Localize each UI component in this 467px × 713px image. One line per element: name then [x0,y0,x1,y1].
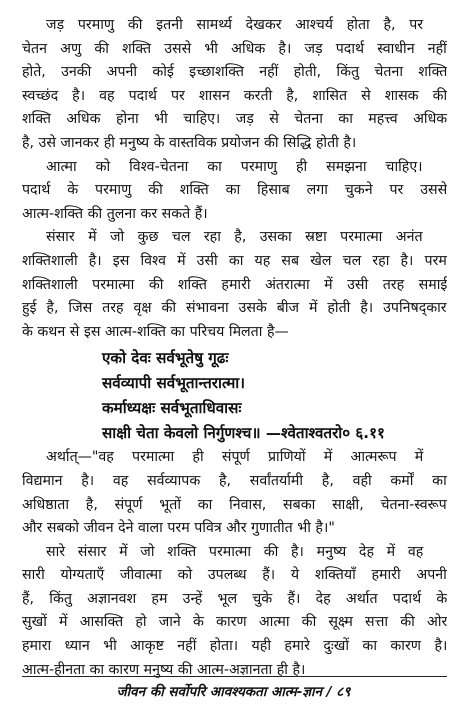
body-text-top [22,14,447,344]
text-line: के कथन से इस आत्म-शक्ति का परिचय मिलता है— [22,323,289,340]
text-line: और सबको जीवन देने वाला परम पवित्र और गुणातीत भी है।" [22,520,335,537]
text-line: संसार में जो कुछ चल रहा है, उसका स्रष्टा परमात्मा अनंत [46,229,423,246]
text-line: आत्म-शक्ति की तुलना कर सकते हैं। [22,205,208,222]
text-line: सारी योग्यताएँ जीवात्मा को उपलब्ध हैं। ये शक्तियाँ हमारी अपनी [22,567,447,584]
paragraph [22,156,447,227]
body-text-bottom [22,446,447,682]
text-line: हमारा ध्यान भी आकृष्ट नहीं होता। यही हमारे दुःखों का कारण है। [22,638,447,655]
text-line: स्वच्छंद है। वह पदार्थ पर शासन करती है, शासित से शासक की [22,87,447,104]
footer-rule [22,676,447,677]
text-line: आत्म-हीनता का कारण मनुष्य की आत्म-अज्ञानता ही है। [22,661,306,678]
text-line: अर्थात्—"वह परमात्मा ही संपूर्ण प्राणियों में आत्मरूप में [46,449,424,466]
verse-line: साक्षी चेता केवलो निर्गुणश्च॥ —श्वेताश्वतरो० ६.११ [102,424,385,443]
text-line: पदार्थ के परमाणु की शक्ति का हिसाब लगा चुकने पर उससे [22,182,447,199]
text-line: आत्मा को विश्व-चेतना का परमाणु ही समझना चाहिए। [46,158,423,175]
text-line: अधिष्ठाता है, संपूर्ण भूतों का निवास, सबका साक्षी, चेतना-स्वरूप [22,496,447,513]
text-line: जड़ परमाणु की इतनी सामर्थ्य देखकर आश्चर्य होता है, पर [46,17,424,33]
text-line: शक्तिशाली परमात्मा की शक्ति हमारी अंतरात्मा में उसी तरह समाई [22,276,447,293]
text-line: हुई है, जिस तरह वृक्ष की संभावना उसके बीज में होती है। उपनिषद्कार [22,300,447,317]
text-line: चेतन अणु की शक्ति उससे भी अधिक है। जड़ पदार्थ स्वाधीन नहीं [22,40,447,57]
text-line: विद्यमान है। वह सर्वव्यापक है, सर्वांतर्यामी है, वही कर्मों का [22,472,447,489]
text-line: होते, उनकी अपनी कोई इच्छाशक्ति नहीं होती, किंतु चेतना शक्ति [22,64,447,81]
text-line: शक्ति अधिक होना भी चाहिए। जड़ से चेतना का महत्त्व अधिक [22,111,447,128]
text-line: शक्तिशाली है। इस विश्व में उसी का यह सब खेल चल रहा है। परम [22,252,447,269]
verse-line: एको देवः सर्वभूतेषु गूढः [102,349,229,368]
running-footer: जीवन की सर्वोपरि आवश्यकता आत्म-ज्ञान / ८९ [116,684,351,700]
text-line: सारे संसार में जो शक्ति परमात्मा की है। मनुष्य देह में वह [46,543,424,560]
paragraph [22,14,447,156]
sanskrit-verse [22,346,447,446]
paragraph [22,541,447,683]
paragraph [22,446,447,540]
text-line: है, उसे जानकर ही मनुष्य के वास्तविक प्रयोजन की सिद्धि होती है। [22,134,357,151]
text-line: हैं, किंतु अज्ञानवश हम उन्हें भूल चुके हैं। देह अर्थात पदार्थ के [22,590,447,607]
paragraph [22,226,447,344]
verse-line: कर्माध्यक्षः सर्वभूताधिवासः [102,399,242,418]
text-line: सुखों में आसक्ति हो जाने के कारण आत्मा की सूक्ष्म सत्ता की ओर [22,614,447,631]
verse-line: सर्वव्यापी सर्वभूतान्तरात्मा। [102,374,245,393]
